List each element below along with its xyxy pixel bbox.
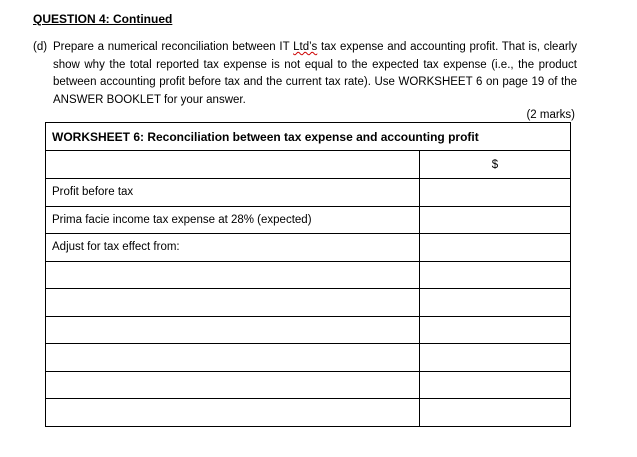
row-description[interactable] [46,344,420,372]
marks-label: (2 marks) [526,109,575,121]
row-description[interactable] [46,399,420,427]
question-text [53,39,577,109]
table-row [46,234,571,262]
table-row [46,371,571,399]
question-text-after: tax expense and accounting profit. That is, clearly show why the total reported tax expense is not equal to the expected tax expense (i.e., the product between accounting profit before tax and the current tax rate). Use WORKSHEET 6 on page 19 of the ANSWER BOOKLET for your answer. [53,41,577,106]
row-description[interactable] [46,316,420,344]
table-row [46,344,571,372]
table-row [46,316,571,344]
table-row [46,206,571,234]
worksheet-table [45,122,571,427]
question-text-before: Prepare a numerical reconciliation between IT [53,41,294,53]
row-description[interactable] [46,261,420,289]
worksheet-title-row [46,123,571,151]
row-description[interactable] [46,289,420,317]
row-amount[interactable] [420,179,571,207]
row-amount[interactable] [420,316,571,344]
row-description[interactable]: Profit before tax [46,179,420,207]
row-amount[interactable] [420,289,571,317]
table-row [46,261,571,289]
row-amount[interactable] [420,344,571,372]
company-name-spellcheck: Ltd’s [293,41,318,53]
row-amount[interactable] [420,234,571,262]
row-description[interactable] [46,371,420,399]
table-row [46,179,571,207]
row-amount[interactable] [420,206,571,234]
description-header-cell [46,151,420,179]
table-row [46,289,571,317]
worksheet-header-row [46,151,571,179]
question-label: (d) [33,41,48,53]
row-description[interactable]: Adjust for tax effect from: [46,234,420,262]
row-amount[interactable] [420,261,571,289]
row-amount[interactable] [420,371,571,399]
table-row [46,399,571,427]
row-amount[interactable] [420,399,571,427]
worksheet-title: WORKSHEET 6: Reconciliation between tax expense and accounting profit [46,123,571,151]
question-heading: QUESTION 4: Continued [33,12,173,26]
currency-header: $ [420,151,571,179]
row-description[interactable]: Prima facie income tax expense at 28% (expected) [46,206,420,234]
